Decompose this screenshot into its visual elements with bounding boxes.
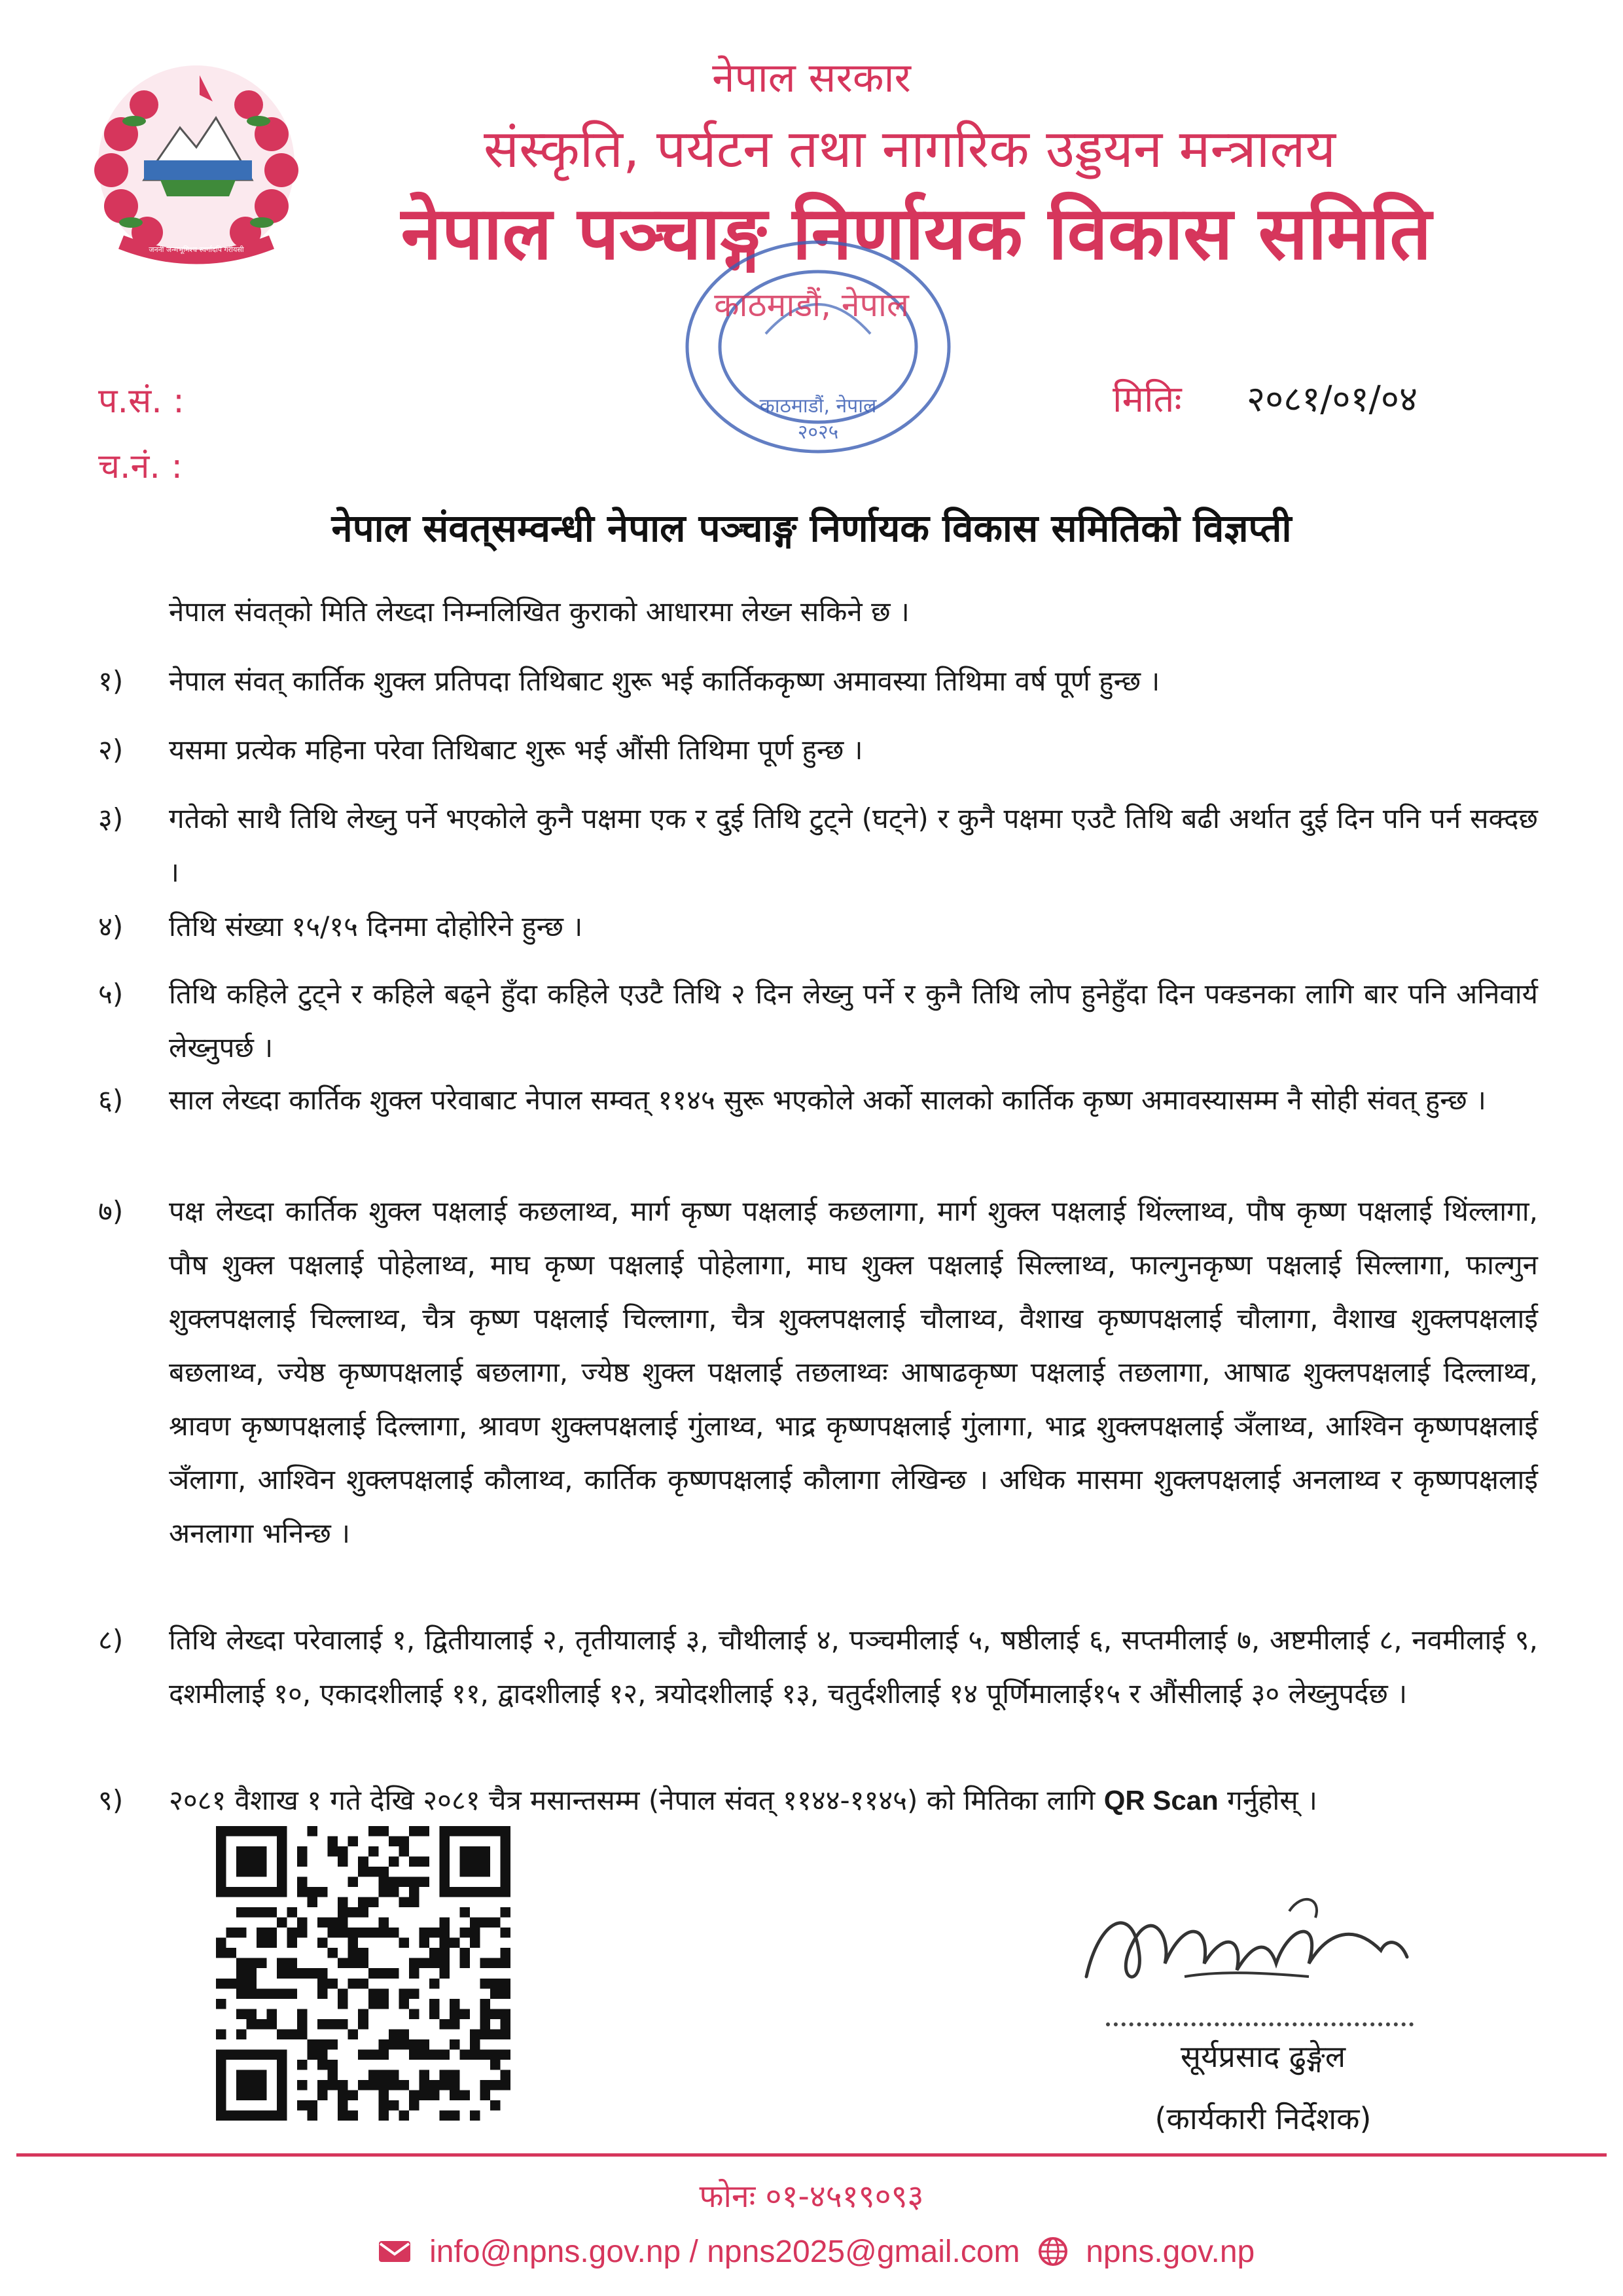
item-number: ६)	[98, 1084, 124, 1116]
footer-contacts	[0, 2232, 1623, 2270]
notice-intro: नेपाल संवत्‌को मिति लेख्दा निम्नलिखित कुराको आधारमा लेख्न सकिने छ ।	[169, 596, 910, 628]
item-text: तिथि संख्या १५/१५ दिनमा दोहोरिने हुन्छ ।	[169, 910, 583, 942]
ministry-name: संस्कृति, पर्यटन तथा नागरिक उड्डयन मन्त्रालय	[484, 118, 1336, 179]
globe-icon	[1038, 2236, 1068, 2267]
date-label: मितिः	[1113, 378, 1182, 421]
item-text: तिथि लेख्दा परेवालाई १, द्वितीयालाई २, तृतीयालाई ३, चौथीलाई ४, पञ्चमीलाई ५, षष्ठीलाई ६, सप्तमीलाई ७, अष्टमीलाई ८, नवमीलाई ९, दशमीलाई १०, एकादशीलाई ११, द्वादशीलाई १२, त्रयोदशीलाई १३, चतुर्दशीलाई १४ पूर्णिमालाई१५ र औंसीलाई ३० लेख्नुपर्दछ ।	[169, 1624, 1538, 1710]
item-number: ५)	[98, 978, 124, 1010]
emblem-caption: जननी जन्मभूमिश्च स्वर्गादपि गरीयसी	[149, 245, 244, 254]
signatory-title: (कार्यकारी निर्देशक)	[1154, 2101, 1372, 2136]
item-number: २)	[98, 734, 124, 766]
item-number: ३)	[98, 802, 124, 834]
date-value: २०८१/०१/०४	[1247, 378, 1418, 420]
item-text: साल लेख्दा कार्तिक शुक्ल परेवाबाट नेपाल सम्वत् ११४५ सुरू भएकोले अर्को सालको कार्तिक कृष्ण अमावस्यासम्म नै सोही संवत् हुन्छ ।	[169, 1084, 1486, 1116]
item-number: ८)	[98, 1624, 124, 1656]
item-text: नेपाल संवत् कार्तिक शुक्ल प्रतिपदा तिथिबाट शुरू भई कार्तिककृष्ण अमावस्या तिथिमा वर्ष पूर्ण हुन्छ ।	[169, 665, 1160, 697]
footer-phone: फोनः ०१-४५१९०९३	[699, 2178, 924, 2215]
stamp-year: २०२५	[797, 421, 839, 444]
item-text	[169, 1774, 1538, 1827]
signature-mark	[1073, 1878, 1414, 2009]
item-text-before: २०८१ वैशाख १ गते देखि २०८१ चैत्र मसान्तसम्म (नेपाल संवत् ११४४-११४५) को मितिका लागि	[169, 1784, 1096, 1816]
cn-label: च.नं. :	[98, 447, 183, 486]
ps-label: प.सं. :	[98, 382, 185, 421]
item-number: ९)	[98, 1784, 124, 1816]
footer-divider	[16, 2153, 1607, 2157]
stamp-city: काठमाडौं, नेपाल	[759, 395, 877, 418]
signature-line	[1106, 2022, 1414, 2026]
qr-scan-label: QR Scan	[1103, 1785, 1219, 1816]
qr-code[interactable]	[216, 1826, 510, 2121]
item-text-after: गर्नुहोस् ।	[1227, 1784, 1317, 1816]
notice-title: नेपाल संवत्‌सम्वन्धी नेपाल पञ्चाङ्ग निर्णायक विकास समितिको विज्ञप्ती	[331, 506, 1292, 550]
government-name: नेपाल सरकार	[712, 54, 911, 101]
footer-email[interactable]: info@npns.gov.np / npns2025@gmail.com	[429, 2234, 1020, 2269]
official-stamp	[681, 236, 955, 458]
organization-name: नेपाल पञ्चाङ्ग निर्णायक विकास समिति	[401, 191, 1432, 276]
organization-city: काठमाडौं, नेपाल	[714, 286, 909, 324]
signatory-name: सूर्यप्रसाद ढुङ्गेल	[1180, 2039, 1346, 2074]
item-number: १)	[98, 665, 124, 697]
item-number: ७)	[98, 1195, 124, 1227]
item-text: पक्ष लेख्दा कार्तिक शुक्ल पक्षलाई कछलाथ्व, मार्ग कृष्ण पक्षलाई कछलागा, मार्ग शुक्ल पक्षलाई थिंल्लाथ्व, पौष कृष्ण पक्षलाई थिंल्लागा, पौष शुक्ल पक्षलाई पोहेलाथ्व, माघ कृष्ण पक्षलाई पोहेलागा, माघ शुक्ल पक्षलाई सिल्लाथ्व, फाल्गुनकृष्ण पक्षलाई सिल्लागा, फाल्गुन शुक्लपक्षलाई चिल्लाथ्व, चैत्र कृष्ण पक्षलाई चिल्लागा, चैत्र शुक्लपक्षलाई चौलाथ्व, वैशाख कृष्णपक्षलाई चौलागा, वैशाख शुक्लपक्षलाई बछलाथ्व, ज्येष्ठ कृष्णपक्षलाई बछलागा, ज्येष्ठ शुक्ल पक्षलाई तछलाथ्वः आषाढकृष्ण पक्षलाई तछलागा, आषाढ शुक्लपक्षलाई दिल्लाथ्व, श्रावण कृष्णपक्षलाई दिल्लागा, श्रावण शुक्लपक्षलाई गुंलाथ्व, भाद्र कृष्णपक्षलाई गुंलागा, भाद्र शुक्लपक्षलाई ञँलाथ्व, आश्विन कृष्णपक्षलाई ञँलागा, आश्विन शुक्लपक्षलाई कौलाथ्व, कार्तिक कृष्णपक्षलाई कौलागा लेखिन्छ । अधिक मासमा शुक्लपक्षलाई अनलाथ्व र कृष्णपक्षलाई अनलागा भनिन्छ ।	[169, 1195, 1538, 1549]
item-number: ४)	[98, 910, 124, 942]
item-text: गतेको साथै तिथि लेख्नु पर्ने भएकोले कुनै पक्षमा एक र दुई तिथि टुट्ने (घट्ने) र कुनै पक्षमा एउटै तिथि बढी अर्थात दुई दिन पनि पर्न सक्दछ ।	[169, 802, 1538, 888]
mail-icon	[378, 2238, 412, 2265]
item-text: तिथि कहिले टुट्ने र कहिले बढ्ने हुँदा कहिले एउटै तिथि २ दिन लेख्नु पर्ने र कुनै तिथि लोप हुनेहुँदा दिन पक्डनका लागि बार पनि अनिवार्य लेख्नुपर्छ ।	[169, 978, 1538, 1064]
footer-website[interactable]: npns.gov.np	[1086, 2234, 1255, 2269]
item-text: यसमा प्रत्येक महिना परेवा तिथिबाट शुरू भई औंसी तिथिमा पूर्ण हुन्छ ।	[169, 734, 863, 766]
